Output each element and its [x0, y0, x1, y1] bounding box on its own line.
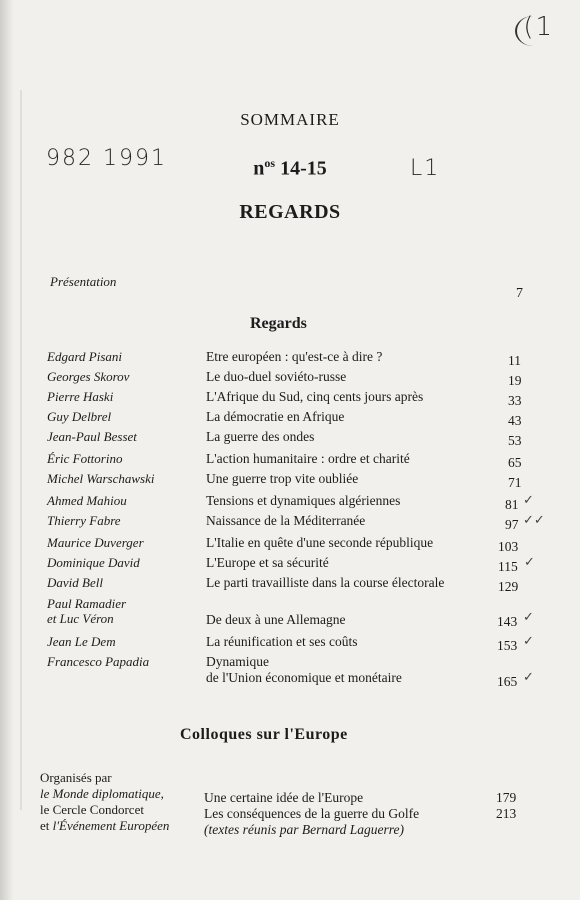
toc-title: Dynamique de l'Union économique et monétaire — [206, 654, 402, 685]
toc-author: Edgard Pisani — [47, 349, 122, 364]
colloque-page: 179 — [496, 790, 517, 805]
toc-title: De deux à une Allemagne — [206, 612, 346, 627]
presentation-label: Présentation — [50, 274, 117, 289]
toc-page-number: 165 — [497, 674, 518, 689]
colloque-title: Une certaine idée de l'Europe — [204, 790, 364, 805]
toc-title: Naissance de la Méditerranée — [206, 513, 366, 528]
toc-title: L'Italie en quête d'une seconde république — [206, 535, 434, 550]
toc-title: Le duo-duel soviéto-russe — [206, 369, 347, 384]
toc-author: Pierre Haski — [47, 389, 114, 404]
colloques-pages — [496, 790, 516, 822]
handwritten-check-icon: ✓ — [523, 610, 534, 625]
toc-title: L'Europe et sa sécurité — [206, 555, 329, 570]
handwritten-check-icon: ✓ — [523, 634, 534, 649]
toc-page-number: 143 — [497, 614, 518, 629]
toc-page-number: 11 — [508, 353, 521, 368]
toc-author: Georges Skorov — [47, 369, 130, 384]
toc-title: La guerre des ondes — [206, 429, 315, 444]
section-regards-heading: Regards — [250, 315, 307, 332]
colloque-page: 213 — [496, 806, 517, 821]
toc-author: Jean-Paul Besset — [47, 429, 137, 444]
toc-page-number: 65 — [508, 455, 522, 470]
handwritten-left-note: 982 1991 — [46, 146, 167, 171]
colloques-titles — [204, 790, 419, 838]
toc-author: Thierry Fabre — [47, 513, 121, 528]
toc-page-number: 153 — [497, 638, 518, 653]
handwritten-corner-note: (1 — [523, 12, 554, 42]
toc-author: Jean Le Dem — [47, 634, 116, 649]
toc-author: Paul Ramadier et Luc Véron — [47, 596, 127, 626]
toc-page-number: 97 — [505, 517, 519, 532]
colloques-organizers: Organisés par le Monde diplomatique, le Cercle Condorcet et l'Événement Européen — [40, 770, 170, 833]
toc-title: La démocratie en Afrique — [206, 409, 345, 424]
handwritten-check-icon: ✓ — [524, 555, 535, 570]
toc-title: L'action humanitaire : ordre et charité — [206, 451, 410, 466]
section-colloques-heading: Colloques sur l'Europe — [180, 726, 348, 743]
issue-number: $n^{os}$ 14-15 — [253, 156, 327, 180]
handwritten-check-icon: ✓ — [523, 493, 534, 508]
toc-author: Guy Delbrel — [47, 409, 112, 424]
toc-author: Éric Fottorino — [47, 451, 123, 466]
toc-page-number: 33 — [508, 393, 522, 408]
toc-page-number: 53 — [508, 433, 522, 448]
toc-author: David Bell — [47, 575, 103, 590]
toc-author: Dominique David — [47, 555, 140, 570]
toc-page-number: 19 — [508, 373, 522, 388]
toc-title: La réunification et ses coûts — [206, 634, 358, 649]
colloque-title: Les conséquences de la guerre du Golfe — [204, 806, 420, 821]
toc-page-number: 71 — [508, 475, 522, 490]
handwritten-right-note: L1 — [410, 156, 441, 181]
toc-author: Ahmed Mahiou — [47, 493, 127, 508]
toc-page-number: 115 — [498, 559, 518, 574]
toc-title: L'Afrique du Sud, cinq cents jours après — [206, 389, 424, 404]
handwritten-check-icon: ✓✓ — [523, 513, 545, 528]
toc-page-number: 43 — [508, 413, 522, 428]
toc-title: Une guerre trop vite oubliée — [206, 471, 359, 486]
toc-title: Etre européen : qu'est-ce à dire ? — [206, 349, 383, 364]
toc-title: Le parti travailliste dans la course électorale — [206, 575, 445, 590]
presentation-page: 7 — [516, 286, 523, 301]
toc-page-number: 129 — [498, 579, 519, 594]
handwritten-check-icon: ✓ — [523, 670, 534, 685]
toc-page-number: 103 — [498, 539, 519, 554]
sommaire-heading: SOMMAIRE — [240, 110, 340, 129]
toc-author: Michel Warschawski — [47, 471, 155, 486]
colloque-note: (textes réunis par Bernard Laguerre) — [204, 822, 404, 837]
toc-author: Maurice Duverger — [47, 535, 144, 550]
toc-page-number: 81 — [505, 497, 519, 512]
toc-author: Francesco Papadia — [47, 654, 150, 669]
issue-title: REGARDS — [239, 201, 341, 223]
toc-title: Tensions et dynamiques algériennes — [206, 493, 401, 508]
